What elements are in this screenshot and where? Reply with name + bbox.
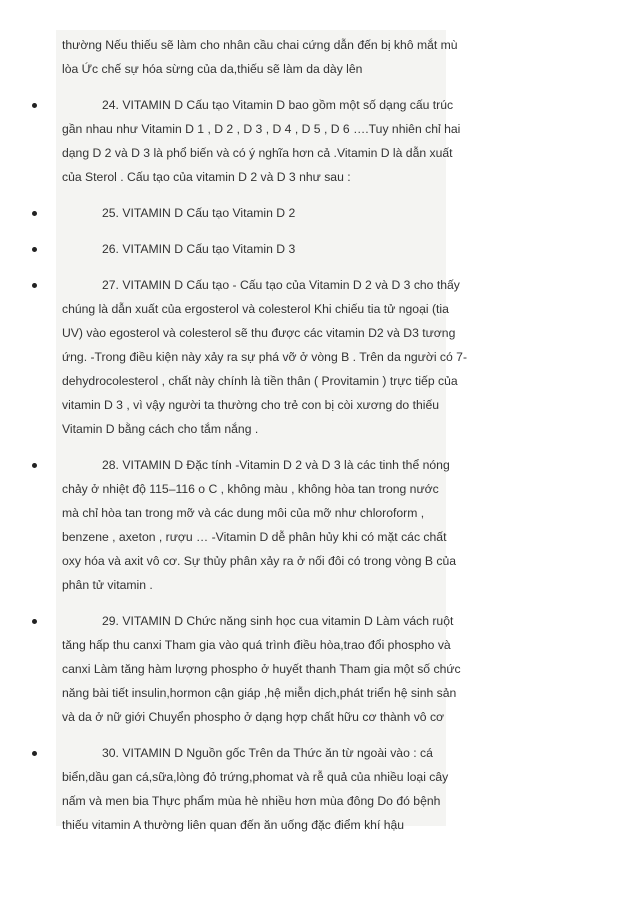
text-run: mà chỉ hòa tan trong mỡ và các dung môi của mỡ như chloroform , — [62, 506, 425, 520]
text-run: ứng. -Trong điều kiện này xảy ra sự phá vỡ ở vòng B . Trên da người có 7- — [62, 350, 468, 364]
text-line — [0, 93, 638, 117]
text-run: UV) vào egosterol và colesterol sẽ thu được các vitamin D2 và D3 tương — [62, 326, 456, 340]
text-run: lòa Ức chế sự hóa sừng của da,thiếu sẽ làm da dày lên — [62, 62, 363, 76]
text-run: 30. VITAMIN D Nguồn gốc Trên da Thức ăn từ ngoài vào : cá — [102, 746, 433, 760]
list-item — [0, 609, 638, 729]
text-line — [0, 573, 638, 597]
text-line — [0, 705, 638, 729]
text-run: dạng D 2 và D 3 là phổ biến và có ý nghĩa hơn cả .Vitamin D là dẫn xuất — [62, 146, 453, 160]
list-item — [0, 237, 638, 261]
list-item — [0, 273, 638, 441]
text-line — [0, 273, 638, 297]
text-line — [0, 681, 638, 705]
bullet-icon — [32, 463, 37, 468]
text-run: và da ở nữ giới Chuyển phospho ở dạng hợp chất hữu cơ thành vô cơ — [62, 710, 445, 724]
text-run: thiếu vitamin A thường liên quan đến ăn uống đặc điểm khí hậu — [62, 818, 405, 832]
text-run: 27. VITAMIN D Cấu tạo - Cấu tạo của Vitamin D 2 và D 3 cho thấy — [102, 278, 460, 292]
text-line — [0, 477, 638, 501]
text-line — [0, 549, 638, 573]
text-line — [0, 633, 638, 657]
text-line — [0, 237, 638, 261]
text-run: tăng hấp thu canxi Tham gia vào quá trình điều hòa,trao đổi phospho và — [62, 638, 451, 652]
bullet-icon — [32, 247, 37, 252]
text-line — [0, 369, 638, 393]
text-line — [0, 525, 638, 549]
text-line — [0, 609, 638, 633]
text-line — [0, 201, 638, 225]
document-content — [0, 33, 638, 837]
list-item — [0, 201, 638, 225]
text-line — [0, 657, 638, 681]
text-line — [0, 765, 638, 789]
text-run: benzene , axeton , rượu … -Vitamin D dễ phân hủy khi có mặt các chất — [62, 530, 447, 544]
text-run: 28. VITAMIN D Đặc tính -Vitamin D 2 và D 3 là các tinh thể nóng — [102, 458, 450, 472]
text-run: vitamin D 3 , vì vậy người ta thường cho trẻ con bị còi xương do thiếu — [62, 398, 440, 412]
bullet-icon — [32, 619, 37, 624]
text-line — [0, 789, 638, 813]
text-run: chảy ở nhiệt độ 115–116 o C , không màu , không hòa tan trong nước — [62, 482, 439, 496]
text-run: 26. VITAMIN D Cấu tạo Vitamin D 3 — [102, 242, 296, 256]
text-line — [0, 345, 638, 369]
text-run: phân tử vitamin . — [62, 578, 153, 592]
text-run: chúng là dẫn xuất của ergosterol và colesterol Khi chiếu tia tử ngoại (tia — [62, 302, 449, 316]
text-line — [0, 417, 638, 441]
text-line — [0, 813, 638, 837]
text-run: gần nhau như Vitamin D 1 , D 2 , D 3 , D 4 , D 5 , D 6 ….Tuy nhiên chỉ hai — [62, 122, 461, 136]
text-line — [0, 321, 638, 345]
text-run: Vitamin D bằng cách cho tắm nắng . — [62, 422, 259, 436]
bullet-icon — [32, 751, 37, 756]
text-run: oxy hóa và axit vô cơ. Sự thủy phân xảy ra ở nối đôi có trong vòng B của — [62, 554, 457, 568]
list-item — [0, 741, 638, 837]
text-line — [0, 33, 638, 57]
text-run: canxi Làm tăng hàm lượng phospho ở huyết thanh Tham gia một số chức — [62, 662, 461, 676]
text-run: 25. VITAMIN D Cấu tạo Vitamin D 2 — [102, 206, 296, 220]
text-run: năng bài tiết insulin,hormon cận giáp ,hệ miễn dịch,phát triển hệ sinh sản — [62, 686, 457, 700]
text-run: 24. VITAMIN D Cấu tạo Vitamin D bao gồm một số dạng cấu trúc — [102, 98, 454, 112]
list-item — [0, 93, 638, 189]
text-run: dehydrocolesterol , chất này chính là tiền thân ( Provitamin ) trực tiếp của — [62, 374, 458, 388]
text-run: thường Nếu thiếu sẽ làm cho nhân cầu chai cứng dẫn đến bị khô mắt mù — [62, 38, 458, 52]
text-line — [0, 501, 638, 525]
text-line — [0, 453, 638, 477]
text-run: 29. VITAMIN D Chức năng sinh học cua vitamin D Làm vách ruột — [102, 614, 454, 628]
text-line — [0, 57, 638, 81]
text-line — [0, 165, 638, 189]
bullet-icon — [32, 211, 37, 216]
text-run: nấm và men bia Thực phẩm mùa hè nhiều hơn mùa đông Do đó bệnh — [62, 794, 441, 808]
text-line — [0, 741, 638, 765]
text-run: biển,dầu gan cá,sữa,lòng đỏ trứng,phomat và rễ quả của nhiều loại cây — [62, 770, 449, 784]
list-item — [0, 453, 638, 597]
bullet-icon — [32, 103, 37, 108]
text-line — [0, 297, 638, 321]
paragraph — [0, 33, 638, 81]
text-run: của Sterol . Cấu tạo của vitamin D 2 và D 3 như sau : — [62, 170, 351, 184]
bullet-icon — [32, 283, 37, 288]
text-line — [0, 393, 638, 417]
text-line — [0, 141, 638, 165]
text-line — [0, 117, 638, 141]
